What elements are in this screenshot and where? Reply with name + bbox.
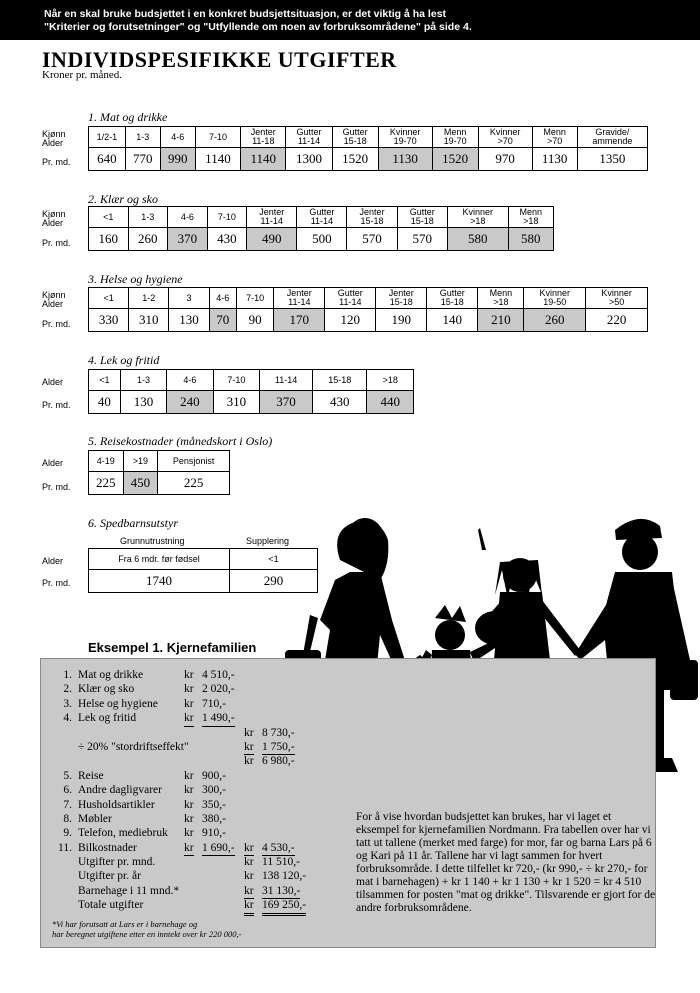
header-cell: [478, 288, 524, 309]
banner-line-2: "Kriterier og forutsetninger" og "Utfyllende om noen av forbruksområdene" på side 4.: [44, 21, 472, 33]
budget-label: ÷ 20% "stordriftseffekt": [78, 740, 189, 753]
section-6-title: 6. Spedbarnsutstyr: [88, 516, 178, 530]
example-title: Eksempel 1. Kjernefamilien: [88, 640, 257, 655]
value-cell: 1130: [532, 148, 577, 171]
header-cell: [325, 288, 376, 309]
header-cell: [120, 370, 166, 391]
header-cell: [427, 288, 478, 309]
header-line: 1/2-1: [96, 131, 118, 142]
header-line: Menn: [443, 127, 467, 137]
header-line: 11-14: [288, 297, 311, 307]
budget-label: Helse og hygiene: [78, 697, 158, 710]
budget-kr1: kr: [184, 812, 194, 825]
header-cell: [376, 288, 427, 309]
label-alder: Alder: [42, 299, 64, 309]
table-lek-og-fritid: [88, 369, 414, 414]
header-cell: [123, 451, 158, 472]
value-cell: 580: [508, 228, 553, 251]
label-kjonn: Kjønn: [42, 129, 66, 139]
label-alder: Alder: [42, 138, 64, 148]
budget-label: Klær og sko: [78, 683, 135, 696]
table-mat-og-drikke: [88, 126, 648, 171]
header-cell: [367, 370, 414, 391]
header-line: 11-14: [310, 216, 334, 226]
value-cell: 450: [123, 472, 158, 495]
header-line: Kvinner: [462, 207, 493, 217]
header-line: 11-14: [339, 297, 362, 307]
value-cell: 160: [89, 228, 129, 251]
table-klaer-og-sko: [88, 206, 554, 251]
header-cell: [447, 207, 508, 228]
header-cell: [89, 288, 129, 309]
header-cell: [195, 127, 240, 148]
label-pr-md: Pr. md.: [42, 157, 71, 167]
budget-v2: 31 130,-: [262, 884, 300, 899]
header-line: Gutter: [439, 288, 465, 298]
header-cell: [332, 127, 378, 148]
budget-v1: 300,-: [202, 784, 226, 797]
header-line: >50: [608, 297, 625, 307]
budget-v1: 4 510,-: [202, 669, 235, 681]
header-line: 3: [186, 292, 192, 303]
budget-label: Telefon, mediebruk: [78, 827, 168, 840]
header-line: 7-10: [217, 211, 236, 222]
header-line: Jenter: [250, 127, 276, 137]
value-cell: 330: [89, 309, 129, 332]
value-cell: 130: [169, 309, 209, 332]
value-cell: 40: [89, 391, 121, 414]
label-pr-md: Pr. md.: [42, 319, 71, 329]
budget-num: 8.: [63, 812, 72, 825]
header-line: Menn: [489, 288, 513, 298]
footnote-line-1: *Vi har forutsatt at Lars er i barnehage og: [52, 919, 198, 929]
header-cell: [286, 127, 332, 148]
header-line: 7-10: [208, 131, 227, 142]
value-cell: 570: [347, 228, 397, 251]
budget-v1: 1 690,-: [202, 841, 235, 856]
header-line: 11-18: [252, 136, 275, 146]
header-line: 15-18: [440, 297, 464, 307]
budget-num: 1.: [63, 669, 72, 681]
budget-kr1: kr: [184, 697, 194, 710]
header-cell: [129, 288, 169, 309]
header-line: >70: [497, 136, 513, 146]
header-line: 15-18: [410, 216, 434, 226]
header-cell: [89, 127, 126, 148]
budget-num: 9.: [63, 827, 72, 840]
value-cell: 770: [125, 148, 160, 171]
header-line: >18: [493, 297, 509, 307]
header-line: Pensjonist: [172, 455, 215, 466]
header-line: 7-10: [246, 292, 265, 303]
value-cell: 190: [376, 309, 427, 332]
budget-num: 5.: [63, 769, 72, 782]
header-cell: [347, 207, 397, 228]
header-line: Kvinner: [489, 127, 521, 137]
budget-v2: 6 980,-: [262, 755, 295, 768]
value-cell: 225: [158, 472, 230, 495]
budget-kr1: kr: [184, 769, 194, 782]
header-line: 1-2: [142, 292, 156, 303]
header-line: Gutter: [409, 207, 435, 217]
budget-kr2: kr: [244, 841, 254, 856]
header-cell: [169, 288, 209, 309]
label-alder: Alder: [42, 218, 64, 228]
budget-v1: 2 020,-: [202, 683, 235, 696]
budget-label: Husholdsartikler: [78, 798, 155, 811]
value-cell: 370: [168, 228, 208, 251]
header-cell: [432, 127, 478, 148]
budget-kr1: kr: [184, 827, 194, 840]
budget-label: Totale utgifter: [78, 899, 144, 912]
header-cell: [378, 127, 432, 148]
header-line: Gravide/: [595, 127, 630, 137]
header-line: Menn: [543, 127, 566, 137]
budget-kr1: kr: [184, 711, 194, 726]
budget-kr2: kr: [244, 856, 254, 869]
cell-value-grunn: 1740: [89, 570, 230, 593]
value-cell: 225: [89, 472, 124, 495]
page-title: INDIVIDSPESIFIKKE UTGIFTER: [42, 47, 397, 72]
value-cell: 1140: [241, 148, 286, 171]
header-cell: [158, 451, 230, 472]
label-kjonn: Kjønn: [42, 209, 66, 219]
budget-v1: 710,-: [202, 697, 226, 710]
header-cell: [313, 370, 367, 391]
budget-label: Bilkostnader: [78, 841, 137, 854]
value-cell: 570: [397, 228, 447, 251]
value-cell: 90: [237, 309, 274, 332]
budget-label: Andre dagligvarer: [78, 784, 162, 797]
label-alder: Alder: [42, 556, 64, 566]
budget-label: Reise: [78, 769, 104, 782]
header-line: <1: [103, 292, 114, 303]
budget-num: 7.: [63, 798, 72, 811]
header-cell: [209, 288, 236, 309]
value-cell: 490: [247, 228, 297, 251]
value-cell: 310: [213, 391, 259, 414]
value-cell: 170: [274, 309, 325, 332]
header-line: 15-18: [389, 297, 413, 307]
budget-kr1: kr: [184, 784, 194, 797]
budget-kr1: kr: [184, 841, 194, 856]
label-alder: Alder: [42, 458, 64, 468]
budget-kr2: kr: [244, 884, 254, 899]
value-cell: 260: [128, 228, 168, 251]
label-pr-md: Pr. md.: [42, 482, 71, 492]
budget-kr1: kr: [184, 798, 194, 811]
col-supplering: Supplering: [246, 536, 290, 546]
budget-num: 4.: [63, 712, 72, 725]
value-cell: 1300: [286, 148, 332, 171]
value-cell: 1140: [195, 148, 240, 171]
budget-kr2: kr: [244, 870, 254, 883]
budget-num: 11.: [58, 841, 72, 854]
header-line: <1: [103, 211, 114, 222]
value-cell: 990: [160, 148, 195, 171]
budget-kr1: kr: [184, 683, 194, 696]
header-cell: [213, 370, 259, 391]
budget-kr2: kr: [244, 726, 254, 739]
budget-num: 3.: [63, 697, 72, 710]
header-line: 1-3: [136, 374, 150, 385]
value-cell: 240: [167, 391, 213, 414]
header-line: >19: [132, 455, 149, 466]
header-line: 4-6: [171, 131, 185, 142]
header-line: 19-70: [393, 136, 417, 146]
value-cell: 220: [586, 309, 648, 332]
header-cell: [160, 127, 195, 148]
header-cell: [524, 288, 586, 309]
header-line: Kvinner: [539, 288, 571, 298]
header-line: >18: [523, 216, 539, 226]
header-line: Jenter: [388, 288, 414, 298]
header-line: 15-18: [360, 216, 384, 226]
budget-kr2: kr: [244, 740, 254, 755]
value-cell: 1130: [378, 148, 432, 171]
example-footnote: [52, 919, 241, 939]
budget-label: Møbler: [78, 812, 112, 825]
value-cell: 1350: [577, 148, 647, 171]
value-cell: 370: [260, 391, 313, 414]
value-cell: 440: [367, 391, 414, 414]
header-line: Gutter: [296, 127, 322, 137]
header-cell: [532, 127, 577, 148]
label-pr-md: Pr. md.: [42, 400, 71, 410]
label-kjonn: Kjønn: [42, 290, 66, 300]
value-cell: 430: [313, 391, 367, 414]
value-cell: 640: [89, 148, 126, 171]
header-line: Kvinner: [389, 127, 421, 137]
cell-value-supp: 290: [230, 570, 318, 593]
header-cell: [125, 127, 160, 148]
label-pr-md: Pr. md.: [42, 238, 71, 248]
value-cell: 120: [325, 309, 376, 332]
header-line: Gutter: [337, 288, 363, 298]
header-line: 11-14: [297, 136, 321, 146]
header-line: Jenter: [286, 288, 312, 298]
header-cell: [89, 451, 124, 472]
value-cell: 500: [297, 228, 347, 251]
header-line: ammende: [592, 136, 633, 146]
header-line: <1: [99, 374, 110, 385]
header-cell: [89, 370, 121, 391]
header-cell: [167, 370, 213, 391]
budget-label: Barnehage i 11 mnd.*: [78, 884, 180, 897]
header-line: 4-6: [216, 292, 230, 303]
col-grunnutrustning: Grunnutrustning: [120, 536, 185, 546]
header-cell: [397, 207, 447, 228]
header-cell: [586, 288, 648, 309]
budget-v1: 1 490,-: [202, 711, 235, 726]
header-line: 7-10: [227, 374, 246, 385]
header-cell: [247, 207, 297, 228]
section-2-title: 2. Klær og sko: [88, 192, 159, 206]
budget-num: 6.: [63, 784, 72, 797]
label-alder: Alder: [42, 377, 64, 387]
example-explanation: For å vise hvordan budsjettet kan brukes, har vi laget et eksempel for kjernefamilien Nordmann. Fra tabellen over har vi tatt ut tallene (merket med farge) for mor, far og barna Lars på 6 og Kari på 11 år. Tallene har vi lagt sammen for hvert forbruksområde. I dette tilfellet kr 720,- (kr 990,- ÷ kr 270,- for mat i barnehagen) + kr 1 140 + kr 1 130 + kr 1 520 = kr 4 510 tilsammen for posten "mat og drikke". Tilsvarende er gjort for de andre forbruksområdene.: [356, 811, 656, 914]
cell-age-supp: <1: [230, 549, 318, 570]
top-banner: [0, 0, 700, 40]
header-line: 1-3: [136, 131, 150, 142]
budget-v1: 380,-: [202, 812, 226, 825]
budget-kr2: kr: [244, 755, 254, 768]
section-4-title: 4. Lek og fritid: [88, 353, 160, 367]
budget-label: Lek og fritid: [78, 712, 137, 725]
budget-v1: 910,-: [202, 827, 226, 840]
value-cell: 580: [447, 228, 508, 251]
label-pr-md: Pr. md.: [42, 578, 71, 588]
budget-v2: 138 120,-: [262, 870, 307, 883]
value-cell: 1520: [332, 148, 378, 171]
budget-kr1: kr: [184, 669, 194, 681]
banner-line-1: Når en skal bruke budsjettet i en konkret budsjettsituasjon, er det viktig å ha lest: [44, 8, 447, 20]
header-line: 15-18: [343, 136, 367, 146]
header-line: 1-3: [141, 211, 155, 222]
header-cell: [478, 127, 532, 148]
budget-label: Utgifter pr. mnd.: [78, 856, 156, 869]
header-line: 15-18: [328, 374, 352, 385]
header-line: 11-14: [260, 216, 283, 226]
section-1-title: 1. Mat og drikke: [88, 110, 168, 124]
header-line: >70: [547, 136, 563, 146]
budget-v2: 1 750,-: [262, 740, 295, 755]
budget-kr2: kr: [244, 898, 254, 915]
header-line: 4-19: [96, 455, 115, 466]
header-line: Gutter: [342, 127, 368, 137]
header-cell: [241, 127, 286, 148]
header-cell: [237, 288, 274, 309]
header-cell: [128, 207, 168, 228]
value-cell: 970: [478, 148, 532, 171]
budget-v2: 169 250,-: [262, 898, 306, 915]
header-cell: [89, 207, 129, 228]
cell-age-grunn: Fra 6 mdr. før fødsel: [89, 549, 230, 570]
header-line: >18: [470, 216, 486, 226]
header-cell: [168, 207, 208, 228]
header-line: 19-50: [543, 297, 567, 307]
value-cell: 310: [129, 309, 169, 332]
header-cell: [297, 207, 347, 228]
table-helse-og-hygiene: [88, 287, 648, 332]
header-cell: [207, 207, 247, 228]
header-line: 4-6: [183, 374, 197, 385]
section-3-title: 3. Helse og hygiene: [88, 272, 183, 286]
header-cell: [274, 288, 325, 309]
header-line: 11-14: [274, 374, 298, 385]
value-cell: 260: [524, 309, 586, 332]
page-subtitle: Kroner pr. måned.: [42, 69, 123, 81]
budget-num: 2.: [63, 683, 72, 696]
budget-v2: 4 530,-: [262, 841, 295, 856]
header-line: 4-6: [180, 211, 194, 222]
value-cell: 1520: [432, 148, 478, 171]
header-line: Menn: [519, 207, 543, 217]
header-line: Gutter: [309, 207, 335, 217]
budget-v1: 350,-: [202, 798, 226, 811]
header-cell: [508, 207, 553, 228]
header-line: >18: [382, 374, 398, 385]
value-cell: 430: [207, 228, 247, 251]
table-reisekostnader: [88, 450, 230, 495]
header-line: Kvinner: [601, 288, 632, 298]
budget-v2: 8 730,-: [262, 726, 295, 739]
value-cell: 140: [427, 309, 478, 332]
value-cell: 130: [120, 391, 166, 414]
budget-label: Utgifter pr. år: [78, 870, 141, 883]
header-line: Jenter: [259, 207, 285, 217]
budget-v1: 900,-: [202, 769, 226, 782]
budget-v2: 11 510,-: [262, 856, 300, 869]
value-cell: 210: [478, 309, 524, 332]
section-5-title: 5. Reisekostnader (månedskort i Oslo): [88, 434, 273, 448]
header-line: 19-70: [443, 136, 467, 146]
footnote-line-2: har beregnet utgiftene etter en inntekt over kr 220 000,-: [52, 929, 242, 939]
value-cell: 70: [209, 309, 236, 332]
header-cell: [260, 370, 313, 391]
header-cell: [577, 127, 647, 148]
budget-label: Mat og drikke: [78, 669, 144, 681]
header-line: Jenter: [359, 207, 385, 217]
